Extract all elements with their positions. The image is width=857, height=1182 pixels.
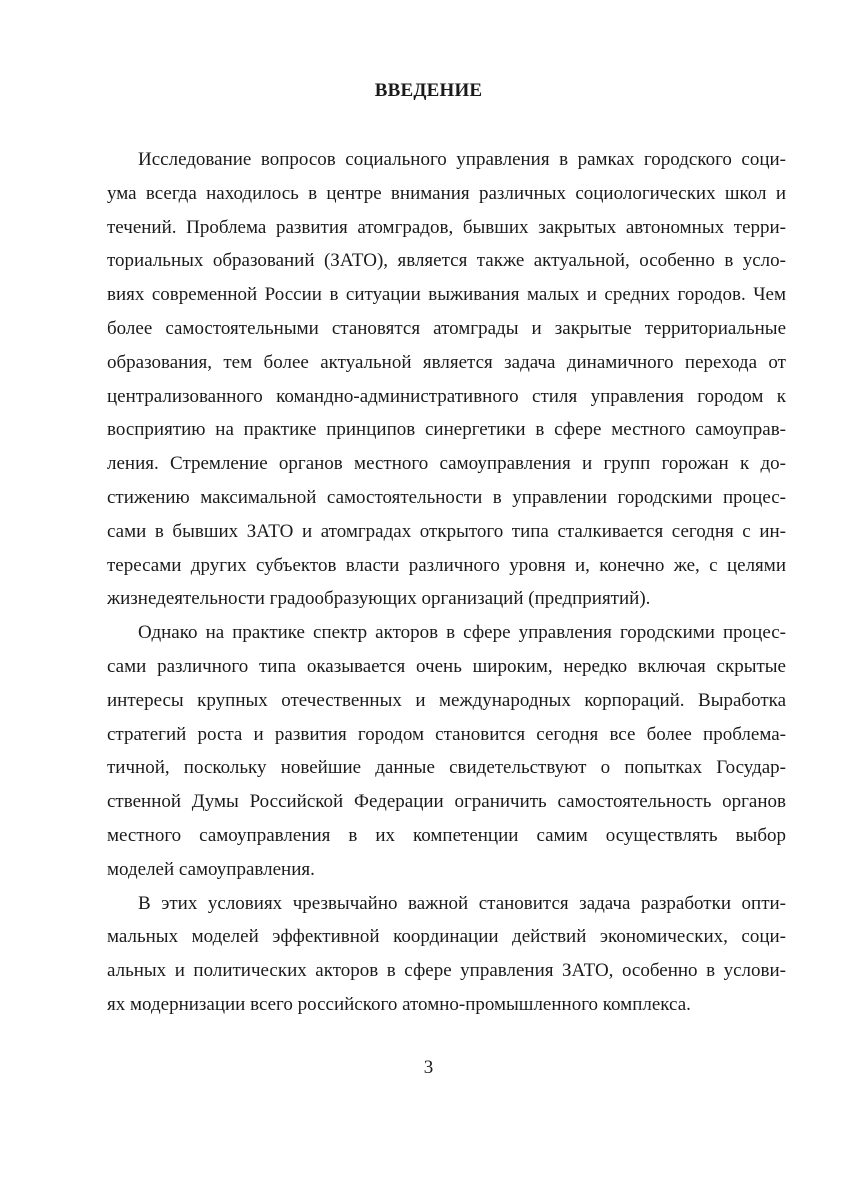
text-line: ториальных образований (ЗАТО), является также актуальной, особенно в усло-: [107, 250, 786, 272]
page-title: ВВЕДЕНИЕ: [374, 80, 483, 101]
text-line: сами различного типа оказывается очень широким, нередко включая скрытые: [107, 655, 786, 677]
text-line: ума всегда находилось в центре внимания различных социологических школ и: [107, 182, 786, 204]
text-line: стижению максимальной самостоятельности в управлении городскими процес-: [107, 486, 786, 508]
text-line: течений. Проблема развития атомградов, бывших закрытых автономных терри-: [107, 216, 786, 238]
text-line: восприятию на практике принципов синергетики в сфере местного самоуправ-: [107, 419, 786, 441]
text-line: моделей самоуправления.: [107, 858, 315, 880]
text-line: виях современной России в ситуации выживания малых и средних городов. Чем: [107, 284, 786, 306]
paragraph-3: [107, 887, 786, 1022]
text-line: более самостоятельными становятся атомграды и закрытые территориальные: [107, 317, 786, 339]
paragraph-2: [107, 616, 786, 886]
text-line: жизнедеятельности градообразующих организаций (предприятий).: [107, 588, 651, 610]
text-line: тичной, поскольку новейшие данные свидетельствуют о попытках Государ-: [107, 757, 786, 779]
text-line: ях модернизации всего российского атомно-промышленного комплекса.: [107, 993, 691, 1015]
text-line: Исследование вопросов социального управления в рамках городского соци-: [138, 149, 786, 170]
text-line: мальных моделей эффективной координации действий экономических, соци-: [107, 926, 786, 948]
text-line: тересами других субъектов власти различного уровня и, конечно же, с целями: [107, 554, 786, 576]
text-line: образования, тем более актуальной является задача динамичного перехода от: [107, 351, 786, 373]
body-text: [107, 143, 786, 1022]
text-line: местного самоуправления в их компетенции самим осуществлять выбор: [107, 824, 786, 846]
text-line: ления. Стремление органов местного самоуправления и групп горожан к до-: [107, 453, 786, 475]
text-line: ственной Думы Российской Федерации ограничить самостоятельность органов: [107, 791, 786, 813]
text-line: стратегий роста и развития городом становится сегодня все более проблема-: [107, 723, 786, 745]
text-line: сами в бывших ЗАТО и атомградах открытого типа сталкивается сегодня с ин-: [107, 520, 786, 542]
text-line: альных и политических акторов в сфере управления ЗАТО, особенно в услови-: [107, 960, 786, 982]
page-number: 3: [423, 1057, 434, 1078]
text-line: централизованного командно-административного стиля управления городом к: [107, 385, 786, 407]
text-line: интересы крупных отечественных и международных корпораций. Выработка: [107, 689, 786, 711]
paragraph-1: [107, 143, 786, 616]
text-line: Однако на практике спектр акторов в сфере управления городскими процес-: [138, 622, 786, 644]
text-line: В этих условиях чрезвычайно важной становится задача разработки опти-: [138, 892, 786, 914]
